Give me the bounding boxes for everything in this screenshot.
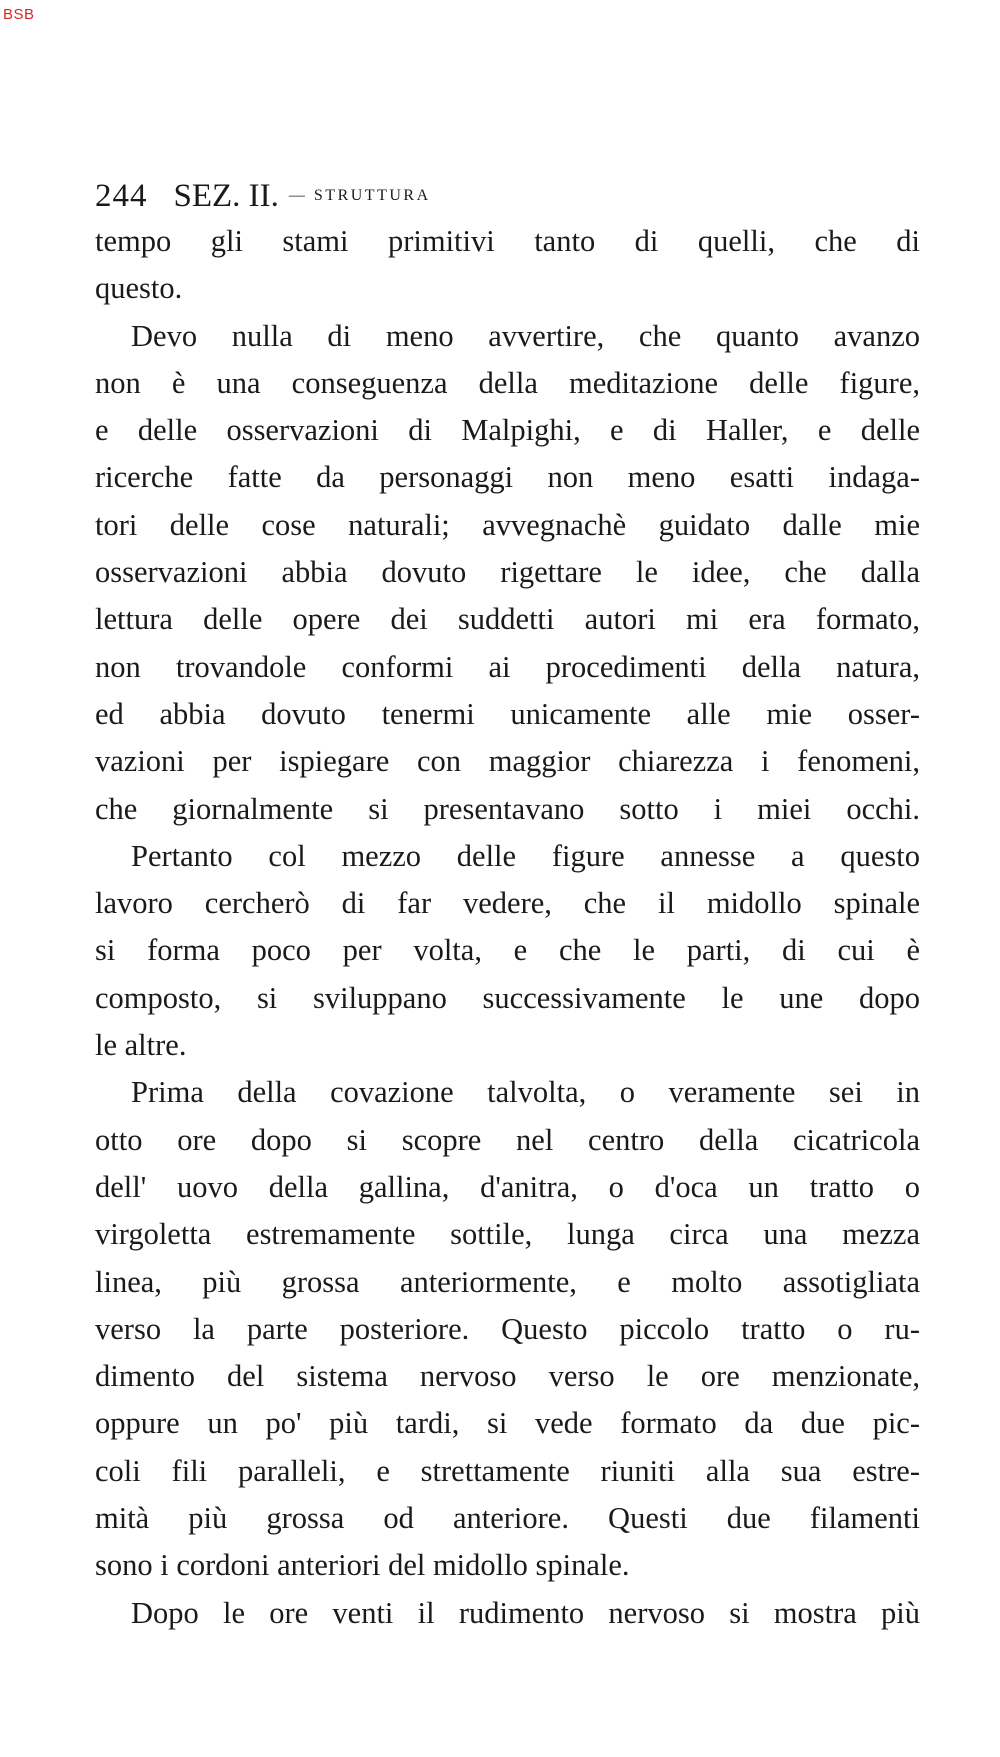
text-line: e delle osservazioni di Malpighi, e di Haller, e delle xyxy=(95,413,920,448)
text-line: oppure un po' più tardi, si vede formato da due pic- xyxy=(95,1406,920,1441)
text-line: le altre. xyxy=(95,1028,187,1063)
text-line: sono i cordoni anteriori del midollo spinale. xyxy=(95,1548,630,1583)
text-line: virgoletta estremamente sottile, lunga circa una mezza xyxy=(95,1217,920,1252)
text-line: dell' uovo della gallina, d'anitra, o d'oca un tratto o xyxy=(95,1169,920,1204)
text-line: ricerche fatte da personaggi non meno esatti indaga- xyxy=(95,460,920,495)
text-line: si forma poco per volta, e che le parti, di cui è xyxy=(95,933,920,968)
text-line: questo. xyxy=(95,271,183,306)
text-line: composto, si sviluppano successivamente le une dopo xyxy=(95,980,920,1015)
text-line: Dopo le ore venti il rudimento nervoso si mostra più xyxy=(131,1595,920,1630)
body-text xyxy=(95,218,920,1637)
text-line: tempo gli stami primitivi tanto di quelli, che di xyxy=(95,224,920,258)
text-line: Prima della covazione talvolta, o veramente sei in xyxy=(131,1075,920,1110)
text-line: che giornalmente si presentavano sotto i miei occhi. xyxy=(95,791,920,826)
library-stamp: BSB xyxy=(3,6,35,23)
text-line: Pertanto col mezzo delle figure annesse a questo xyxy=(131,838,920,873)
text-line: verso la parte posteriore. Questo piccolo tratto o ru- xyxy=(95,1311,920,1346)
text-line: lavoro cercherò di far vedere, che il midollo spinale xyxy=(95,886,920,921)
text-line: ed abbia dovuto tenermi unicamente alle mie osser- xyxy=(95,696,920,731)
text-line: Devo nulla di meno avvertire, che quanto avanzo xyxy=(131,318,920,353)
text-line: linea, più grossa anteriormente, e molto assotigliata xyxy=(95,1264,920,1299)
running-title: — STRUTTURA xyxy=(288,187,431,204)
page-number: 244 xyxy=(95,178,148,214)
text-line: non trovandole conformi ai procedimenti della natura, xyxy=(95,649,920,684)
text-line: osservazioni abbia dovuto rigettare le idee, che dalla xyxy=(95,555,920,590)
text-line: non è una conseguenza della meditazione delle figure, xyxy=(95,365,920,400)
section-label: SEZ. II. xyxy=(173,178,279,214)
text-line: vazioni per ispiegare con maggior chiarezza i fenomeni, xyxy=(95,744,920,779)
text-line: coli fili paralleli, e strettamente riuniti alla sua estre- xyxy=(95,1453,920,1488)
text-line: tori delle cose naturali; avvegnachè guidato dalle mie xyxy=(95,507,920,542)
text-line: lettura delle opere dei suddetti autori mi era formato, xyxy=(95,602,920,637)
text-line: mità più grossa od anteriore. Questi due filamenti xyxy=(95,1501,920,1536)
text-line: otto ore dopo si scopre nel centro della cicatricola xyxy=(95,1122,920,1157)
text-line: dimento del sistema nervoso verso le ore menzionate, xyxy=(95,1359,920,1394)
